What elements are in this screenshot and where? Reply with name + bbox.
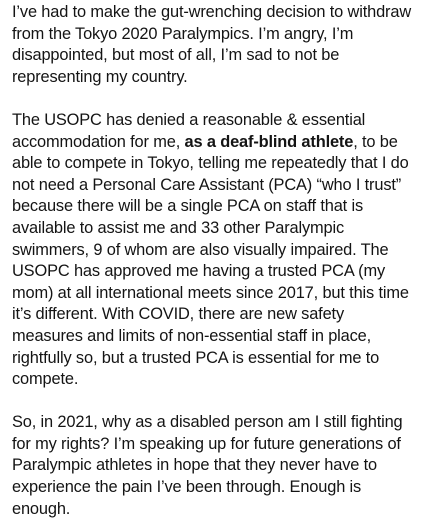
emphasized-text: as a deaf-blind athlete [184, 132, 354, 151]
text-line [12, 2, 435, 24]
text-run: able to compete in Tokyo, telling me repeatedly that I do [12, 154, 409, 173]
text-run: not need a Personal Care Assistant (PCA) “who I trust” [12, 175, 402, 194]
text-line [12, 412, 435, 434]
text-line [12, 24, 435, 46]
text-run: for my rights? I’m speaking up for future generations of [12, 434, 401, 453]
text-line [12, 499, 435, 520]
text-line [12, 283, 435, 305]
text-line [12, 304, 435, 326]
text-run: experience the pain I’ve been through. Enough is [12, 478, 362, 497]
text-run: I’ve had to make the gut-wrenching decision to withdraw [12, 3, 412, 21]
text-line [12, 67, 435, 89]
text-run: , to be [353, 132, 398, 151]
text-run: swimmers, 9 of whom are also visually impaired. The [12, 240, 389, 259]
text-run: representing my country. [12, 67, 188, 86]
text-line [12, 477, 435, 499]
text-run: disappointed, but most of all, I’m sad to not be [12, 46, 340, 65]
text-line [12, 175, 435, 197]
text-line [12, 455, 435, 477]
text-line [12, 434, 435, 456]
text-line [12, 110, 435, 132]
text-run: USOPC has approved me having a trusted PCA (my [12, 262, 385, 281]
text-run: accommodation for me, [12, 132, 185, 151]
text-line [12, 153, 435, 175]
text-line [12, 196, 435, 218]
text-run: mom) at all international meets since 2017, but this time [12, 283, 409, 302]
text-line [12, 240, 435, 262]
text-line [12, 369, 435, 391]
text-run: it’s different. With COVID, there are new safety [12, 305, 344, 324]
text-run: available to assist me and 33 other Paralympic [12, 218, 345, 237]
statement-paragraph [12, 2, 435, 88]
text-run: from the Tokyo 2020 Paralympics. I’m angry, I’m [12, 24, 354, 43]
text-run: rightfully so, but a trusted PCA is essential for me to [12, 348, 380, 367]
text-line [12, 261, 435, 283]
statement-paragraph [12, 110, 435, 391]
text-run: enough. [12, 499, 71, 518]
text-line [12, 326, 435, 348]
text-run: measures and limits of non-essential staff in place, [12, 326, 372, 345]
text-line [12, 348, 435, 370]
text-run: compete. [12, 370, 79, 389]
statement-paragraph [12, 412, 435, 520]
text-line [12, 45, 435, 67]
text-line [12, 218, 435, 240]
text-run: So, in 2021, why as a disabled person am I still fighting [12, 413, 403, 432]
text-run: because there will be a single PCA on staff that is [12, 197, 364, 216]
text-line [12, 132, 435, 154]
text-run: The USOPC has denied a reasonable & essential [12, 110, 366, 129]
text-run: Paralympic athletes in hope that they never have to [12, 456, 378, 475]
